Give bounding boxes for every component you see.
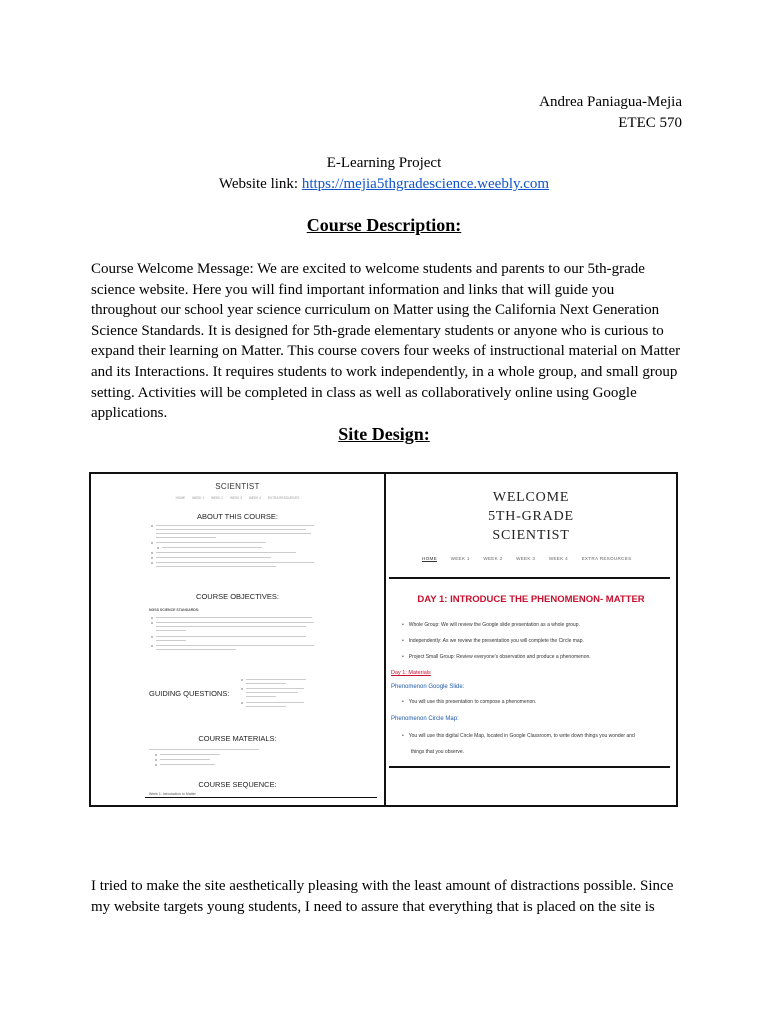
week-nav: [422, 556, 644, 561]
google-slide-bullet: • You will use this presentation to compose a phenomenon.: [402, 699, 537, 705]
week-page-screenshot: [386, 474, 676, 805]
circle-map-label: Phenomenon Circle Map:: [391, 716, 459, 722]
mini-objectives-heading: COURSE OBJECTIVES:: [196, 592, 279, 601]
mini-sequence-heading: COURSE SEQUENCE:: [198, 780, 277, 789]
circle-map-bullet-cont: things that you observe.: [411, 749, 465, 755]
mini-nav-item: WEEK 3: [229, 496, 242, 500]
welcome-line: SCIENTIST: [492, 528, 570, 543]
mini-nav: [91, 496, 384, 500]
mini-week-label: Week 1: Introduction to Matter: [149, 792, 196, 796]
welcome-line: 5TH-GRADE: [488, 509, 574, 524]
mini-nav-item: WEEK 2: [211, 496, 224, 500]
course-code: ETEC 570: [618, 115, 682, 131]
mini-nav-item: EXTRA RESOURCES: [267, 496, 300, 500]
mini-nav-item: WEEK 1: [192, 496, 205, 500]
circle-map-bullet: • You will use this digital Circle Map, located in Google Classroom, to write down things you wonder and: [402, 733, 635, 739]
week-nav-item: WEEK 3: [516, 556, 536, 561]
day-bullet: • Project Small Group: Review everyone's observation and produce a phenomenon.: [402, 654, 591, 660]
site-design-heading: Site Design:: [338, 424, 430, 444]
website-line: [0, 174, 768, 195]
mini-materials-heading: COURSE MATERIALS:: [198, 734, 277, 743]
day-bullet: • Independently: As we review the presentation you will complete the Circle map.: [402, 638, 584, 644]
week-nav-item: HOME: [422, 556, 437, 561]
mini-nav-item: HOME: [175, 496, 186, 500]
week-nav-item: EXTRA RESOURCES: [581, 556, 632, 561]
day-title: DAY 1: INTRODUCE THE PHENOMENON- MATTER: [417, 594, 645, 605]
title-block: [0, 153, 768, 195]
welcome-banner: [386, 488, 676, 545]
project-title: E-Learning Project: [326, 155, 442, 171]
mini-about-heading: ABOUT THIS COURSE:: [197, 512, 278, 521]
welcome-line: WELCOME: [492, 490, 570, 505]
day-bullet: • Whole Group: We will review the Google slide presentation as a whole group.: [402, 622, 580, 628]
home-page-screenshot: [91, 474, 384, 805]
author-block: [539, 92, 682, 134]
week-nav-item: WEEK 4: [548, 556, 568, 561]
mini-section-rule: [145, 797, 377, 798]
header-rule: [389, 577, 670, 579]
closing-paragraph: I tried to make the site aesthetically pleasing with the least amount of distractions possible. Since my website targets young students, I need to assure that everything that is placed on the site is: [91, 878, 674, 915]
mini-ngss-label: NGSS SCIENCE STANDARDS:: [149, 608, 200, 612]
course-description-heading: Course Description:: [306, 215, 462, 235]
mini-guiding-heading: GUIDING QUESTIONS:: [149, 689, 230, 698]
author-name: Andrea Paniagua-Mejia: [539, 94, 682, 110]
course-description-body: Course Welcome Message: We are excited to welcome students and parents to our 5th-grade science website. Here you will find important information and links that will guide you throughout our school year science curriculum on Matter using the California Next Generation Science Standards. It is designed for 5th-grade elementary students or anyone who is curious to expand their learning on Matter. This course covers four weeks of instructional material on Matter and its Interactions. It requires students to work independently, in a whole group, and small group setting. Activities will be completed in class as well as collaboratively online using Google applications.: [91, 261, 681, 422]
website-link[interactable]: https://mejia5thgradescience.weebly.com: [301, 176, 550, 192]
site-design-figure: [89, 472, 678, 807]
website-label: Website link:: [218, 176, 302, 192]
materials-link: Day 1: Materials: [391, 670, 431, 676]
mini-site-title: SCIENTIST: [215, 482, 260, 491]
google-slide-label: Phenomenon Google Slide:: [391, 684, 465, 690]
section-rule: [389, 766, 670, 768]
week-nav-item: WEEK 2: [483, 556, 503, 561]
mini-nav-item: WEEK 4: [248, 496, 261, 500]
week-nav-item: WEEK 1: [450, 556, 470, 561]
